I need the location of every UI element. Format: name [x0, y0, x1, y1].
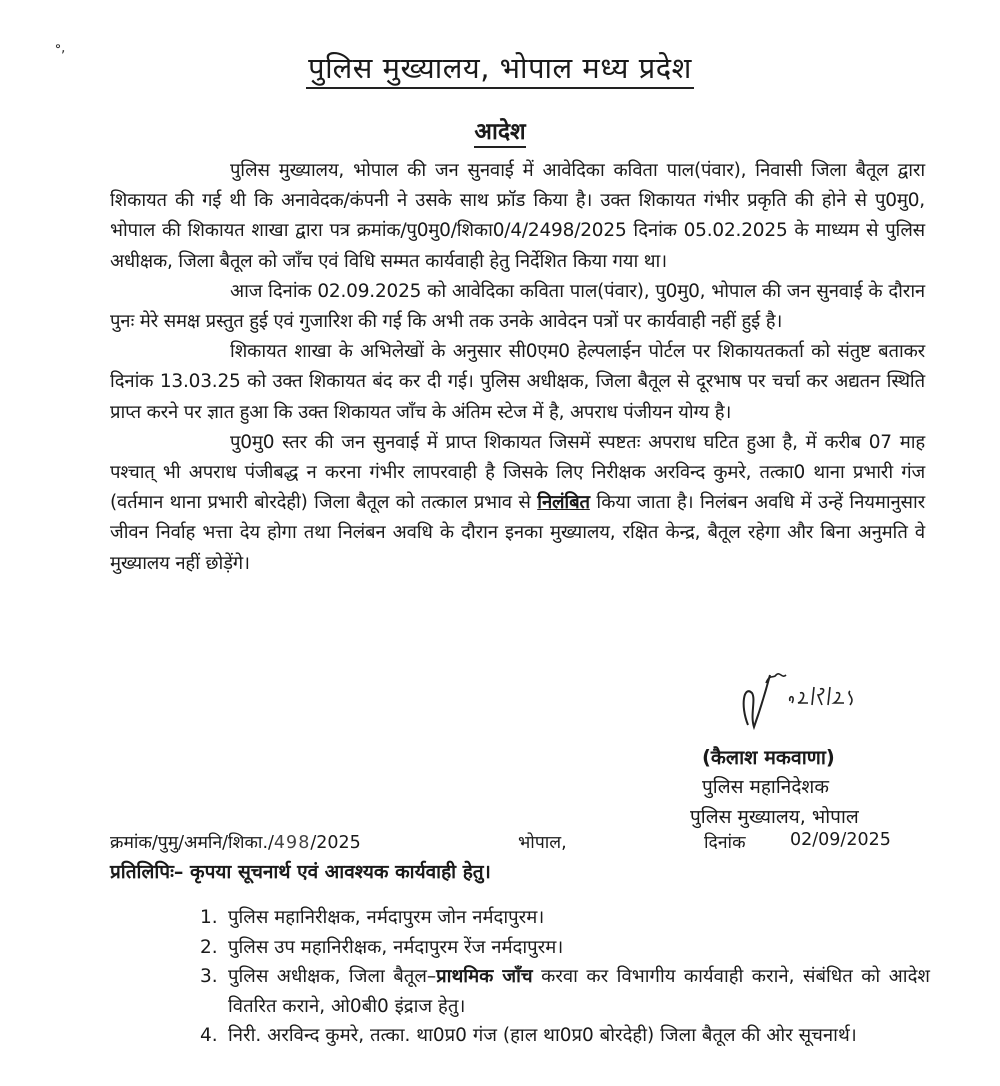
suspended-emphasis: निलंबित: [537, 492, 590, 514]
paragraph-4-before: पु0मु0 स्तर की जन सुनवाई में प्राप्त शिकायत जिसमें स्पष्टतः अपराध घटित हुआ है, में करीब 07 माह पश्चात् भी अपराध पंजीबद्ध न करना गंभीर लापरवाही है जिसके लिए निरीक्षक अरविन्द कुमरे, तत्का0 थाना प्रभारी गंज (वर्तमान थाना प्रभारी बोरदेही) जिला बैतूल को तत्काल प्रभाव से: [110, 431, 925, 514]
reference-number: [110, 830, 361, 854]
paragraph-1: पुलिस मुख्यालय, भोपाल की जन सुनवाई में आवेदिका कविता पाल(पंवार), निवासी जिला बैतूल द्वारा शिकायत की गई थी कि अनावेदक/कंपनी ने उसके साथ फ्रॉड किया है। उक्त शिकायत गंभीर प्रकृति की होने से पु0मु0, भोपाल की शिकायत शाखा द्वारा पत्र क्रमांक/पु0मु0/शिका0/4/2498/2025 दिनांक 05.02.2025 के माध्यम से पुलिस अधीक्षक, जिला बैतूल को जाँच एवं विधि सम्मत कार्यवाही हेतु निर्देशित किया गया था।: [110, 160, 925, 272]
copy-item-number: 2.: [200, 936, 218, 958]
paragraph-2: आज दिनांक 02.09.2025 को आवेदिका कविता पाल(पंवार), पु0मु0, भोपाल की जन सुनवाई के दौरान पुनः मेरे समक्ष प्रस्तुत हुई एवं गुजारिश की गई कि अभी तक उनके आवेदन पत्रों पर कार्यवाही नहीं हुई है।: [110, 280, 925, 333]
paragraph-4: [110, 428, 925, 579]
copy-item-number: 3.: [200, 966, 218, 987]
page-mark: ॰,: [55, 40, 66, 56]
order-heading: [0, 114, 1000, 146]
signatory-designation: पुलिस महानिदेशक: [702, 776, 829, 798]
copy-item-text: पुलिस उप महानिरीक्षक, नर्मदापुरम रेंज नर्मदापुरम।: [228, 936, 564, 958]
paragraph-4-after: किया जाता है। निलंबन अवधि में उन्हें नियमानुसार जीवन निर्वाह भत्ता देय होगा तथा निलंबन अवधि के दौरान इनका मुख्यालय, रक्षित केन्द्र, बैतूल रहेगा और बिना अनुमति वे मुख्यालय नहीं छोड़ेंगे।: [110, 492, 926, 574]
copy-item: [200, 933, 930, 963]
copy-item: [200, 962, 930, 1021]
preliminary-inquiry-emphasis: प्राथमिक जाँच: [436, 966, 533, 987]
signature-image: [730, 665, 900, 735]
reference-handwritten-number: 498: [273, 833, 311, 853]
copy-item-text-before: पुलिस अधीक्षक, जिला बैतूल–: [228, 966, 437, 987]
copy-list: [200, 903, 930, 1051]
copy-item: [200, 1021, 930, 1051]
copy-heading: प्रतिलिपिः– कृपया सूचनार्थ एवं आवश्यक कार्यवाही हेतु।: [110, 861, 491, 883]
reference-date-label: दिनांक: [704, 833, 746, 853]
copy-item-number: 4.: [200, 1025, 218, 1046]
reference-suffix: /2025: [310, 833, 361, 853]
signatory-name: (कैलाश मकवाणा): [702, 746, 835, 769]
paragraph-3: शिकायत शाखा के अभिलेखों के अनुसार सी0एम0 हेल्पलाईन पोर्टल पर शिकायतकर्ता को संतुष्ट बताकर दिनांक 13.03.25 को उक्त शिकायत बंद कर दी गई। पुलिस अधीक्षक, जिला बैतूल से दूरभाष पर चर्चा कर अद्यतन स्थिति प्राप्त करने पर ज्ञात हुआ कि उक्त शिकायत जाँच के अंतिम स्टेज में है, अपराध पंजीयन योग्य है।: [110, 341, 925, 423]
document-header: [0, 48, 1000, 87]
copy-item: [200, 903, 930, 933]
order-body: [110, 156, 925, 579]
reference-prefix: क्रमांक/पुमु/अमनि/शिका./: [110, 833, 274, 853]
header-title: पुलिस मुख्यालय, भोपाल मध्य प्रदेश: [306, 51, 694, 89]
copy-item-number: 1.: [200, 907, 218, 928]
copy-item-text-after: करवा कर विभागीय कार्यवाही कराने, संबंधित को आदेश वितरित कराने, ओ0बी0 इंद्राज हेतु।: [228, 966, 930, 1017]
reference-place: भोपाल,: [518, 833, 567, 853]
copy-item-text: पुलिस महानिरीक्षक, नर्मदापुरम जोन नर्मदापुरम।: [228, 907, 545, 928]
order-title: आदेश: [474, 119, 525, 148]
signatory-office: पुलिस मुख्यालय, भोपाल: [690, 806, 859, 828]
reference-date: 02/09/2025: [790, 830, 891, 850]
copy-item-text: निरी. अरविन्द कुमरे, तत्का. था0प्र0 गंज (हाल था0प्र0 बोरदेही) जिला बैतूल की ओर सूचनार्थ।: [228, 1025, 857, 1046]
